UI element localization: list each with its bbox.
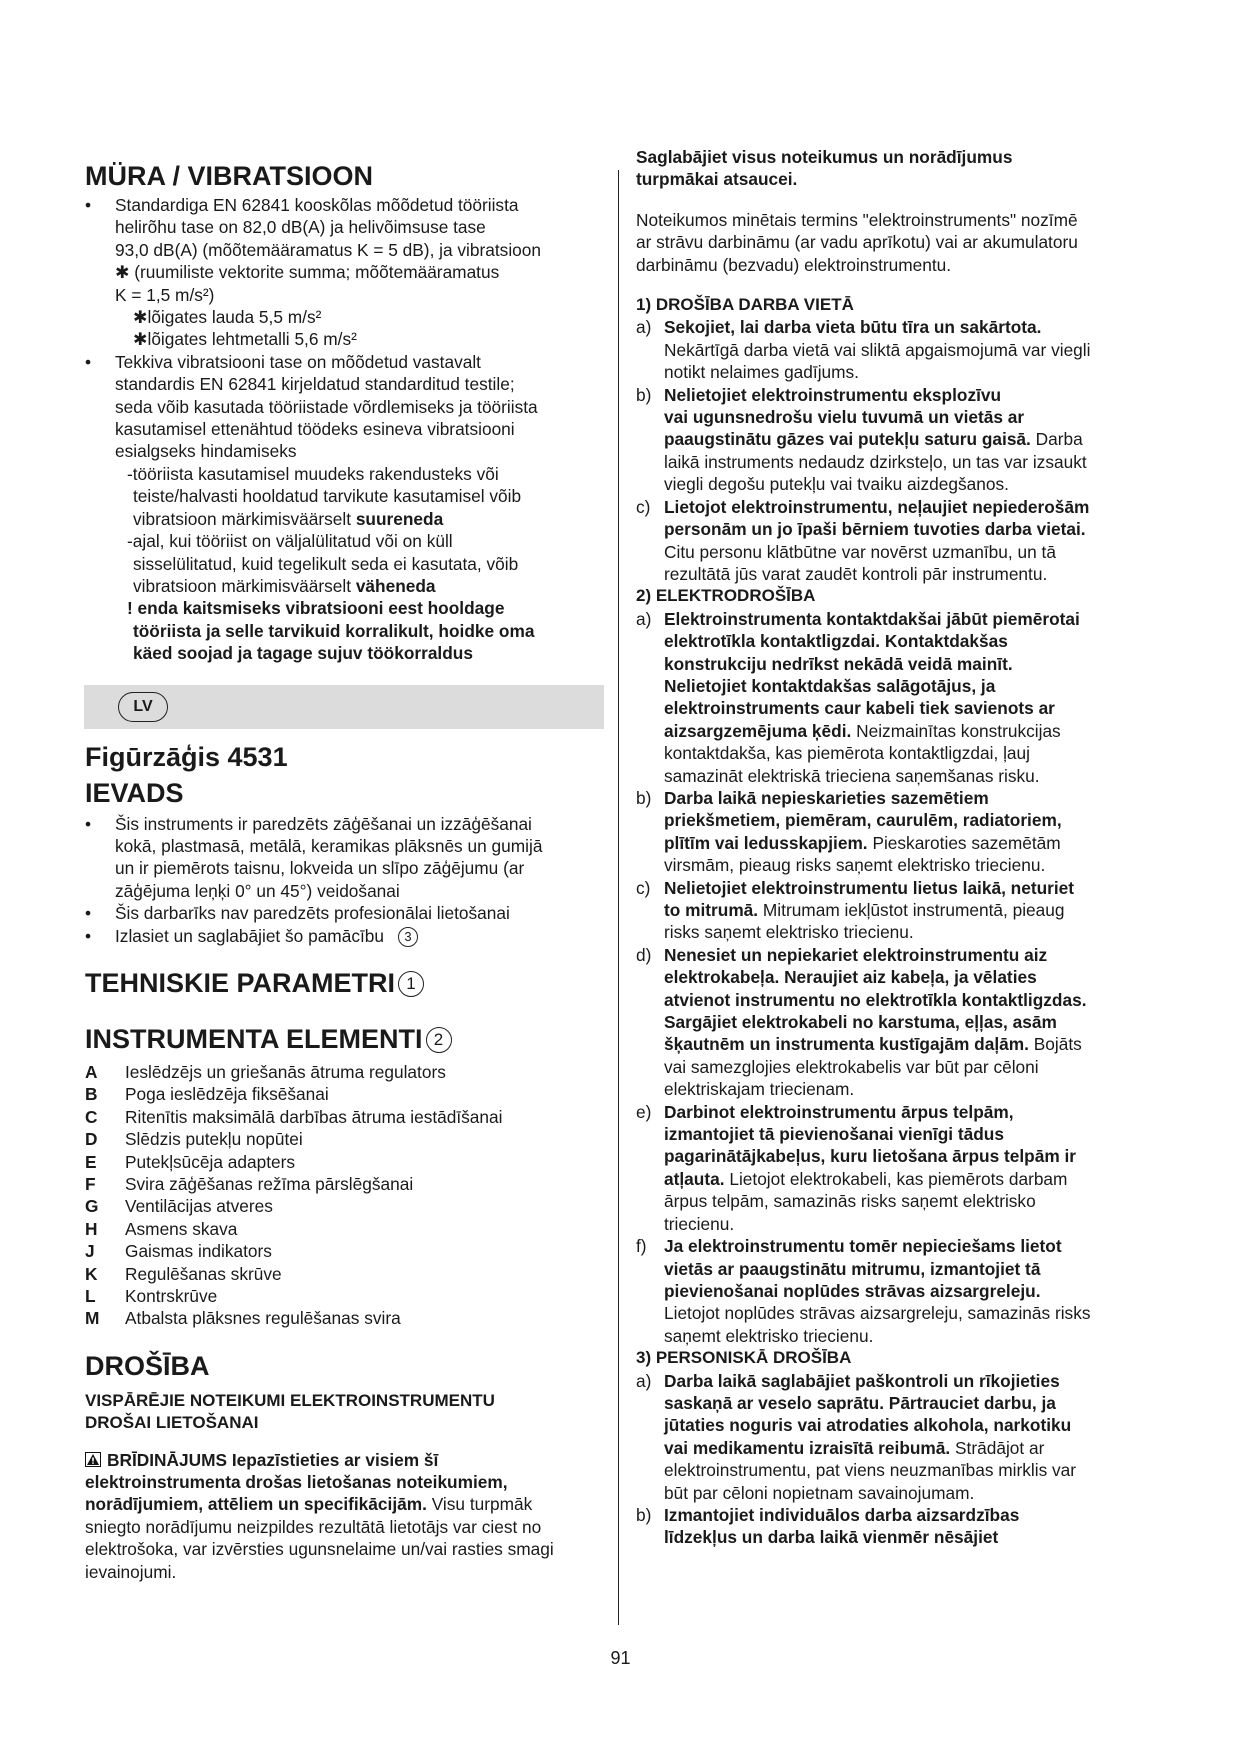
asterisk-icon: ✱ <box>133 329 148 350</box>
noise-bullet-1: • Standardiga EN 62841 kooskõlas mõõdetud tööriista helirõhu tase on 82,0 dB(A) ja helivõimsuse tase 93,0 dB(A) (mõõtemääramatus K = 5 dB), ja vibratsioon ✱ (ruumiliste vektorite summa; mõõtemääramatus K = 1,5 m/s²) ✱lõigates lauda 5,5 m/s² ✱lõigates lehtmetalli 5,6 m/s² <box>85 194 605 351</box>
intro-bullet-3: • Izlasiet un saglabājiet šo pamācību 3 <box>85 925 605 947</box>
rule-3b: b) Izmantojiet individuālos darba aizsardzības līdzekļus un darba laikā vienmēr nēsājiet <box>636 1504 1020 1548</box>
element-row: M Atbalsta plāksnes regulēšanas svira <box>85 1308 401 1329</box>
element-row: J Gaismas indikators <box>85 1241 272 1262</box>
rule-3a: a) Darba laikā saglabājiet paškontroli un rīkojieties saskaņā ar veselo saprātu. Pārtrauciet darbu, ja jūtaties noguris vai atrodaties alkohola, narkotiku vai medikamentu izraisītā reibumā. Strādājot ar elektroinstrumentu, pat viens neuzmanības mirklis var būt par cēloni nopietnam savainojumam. <box>636 1370 1077 1503</box>
element-row: E Putekļsūcēja adapters <box>85 1151 296 1172</box>
element-row: C Ritenītis maksimālā darbības ātruma iestādīšanai <box>85 1106 503 1127</box>
element-row: F Svira zāģēšanas režīma pārslēgšanai <box>85 1174 414 1194</box>
element-row: A Ieslēdzējs un griešanās ātruma regulators <box>85 1061 446 1082</box>
rule-2f: f) Ja elektroinstrumentu tomēr nepieciešams lietot vietās ar paaugstinātu mitrumu, izmantojiet tā pievienošanai noplūdes strāvas aizsargreleju. Lietojot noplūdes strāvas aizsargreleju, samazinās risks saņemt elektrisko triecienu. <box>636 1236 1091 1346</box>
page-number: 91 <box>610 1648 631 1668</box>
element-row: B Poga ieslēdzēja fiksēšanai <box>85 1084 329 1105</box>
intro-bullet-2: • Šis darbarīks nav paredzēts profesionālai lietošanai <box>85 902 605 924</box>
safety-warning: BRĪDINĀJUMS Iepazīstieties ar visiem šī elektroinstrumenta drošas lietošanas noteikumiem, norādījumiem, attēliem un specifikācijām. Visu turpmāk sniegto norādījumu neizpildes rezultātā lietotājs var ciest no elektrošoka, var izvērsties ugunsnelaime un/vai rasties smagi ievainojumi. <box>85 1449 554 1582</box>
language-badge: LV <box>118 692 168 722</box>
intro-heading: IEVADS <box>85 777 184 808</box>
warning-icon <box>85 1452 101 1467</box>
rule-1b: b) Nelietojiet elektroinstrumentu eksplozīvu vai ugunsnedrošu vielu tuvumā un vietās ar paaugstinātu gāzes vai putekļu saturu gaisā. Darba laikā instruments nedaudz dzirksteļo, un tas var izsaukt viegli degošu putekļu vai tvaiku aizdegšanos. <box>636 384 1087 495</box>
language-bar <box>84 685 604 729</box>
section-work-area: 1) DROŠĪBA DARBA VIETĀ <box>636 295 854 315</box>
noise-bullet-2: • Tekkiva vibratsiooni tase on mõõdetud vastavalt standardis EN 62841 kirjeldatud standarditud testile; seda võib kasutada tööriistade võrdlemiseks ja tööriista kasutamisel ettenähtud töödeks esineva vibratsiooni esialgseks hindamiseks -tööriista kasutamisel muudeks rakendusteks või teiste/halvasti hooldatud tarvikute kasutamisel võib vibratsioon märkimisväärselt suureneda -ajal, kui tööriist on väljalülitatud või on küll sisselülitatud, kuid tegelikult seda ei kasutata, võib vibratsioon märkimisväärselt väheneda ! enda kaitsmiseks vibratsiooni eest hooldage tööriista ja selle tarvikuid korralikult, hoidke oma käed soojad ja tagage sujuv töökorraldus <box>85 351 605 665</box>
rule-2d: d) Nenesiet un nepiekariet elektroinstrumentu aiz elektrokabeļa. Neraujiet aiz kabeļa, ja vēlaties atvienot instrumentu no elektrotīkla kontaktligzdas. Sargājiet elektrokabeli no karstuma, eļļas, asām šķautnēm un instrumenta kustīgajām daļām. Bojāts vai samezglojies elektrokabelis var būt par cēloni elektriskajam triecienam. <box>636 944 1087 1100</box>
rule-2b: b) Darba laikā nepieskarieties sazemētiem priekšmetiem, piemēram, caurulēm, radiatoriem, plītīm vai ledusskapjiem. Pieskaroties sazemētām virsmām, pieaug risks saņemt elektrisko triecienu. <box>636 787 1062 876</box>
vibration-warning: ! enda kaitsmiseks vibratsiooni eest hooldage <box>127 598 505 619</box>
rule-1c: c) Lietojot elektroinstrumentu, neļaujiet nepiederošām personām un jo īpaši bērniem tuvoties darba vietai. Citu personu klātbūtne var novērst uzmanību, un tā rezultātā jūs varat zaudēt kontroli pār instrumentu. <box>636 496 1090 584</box>
left-column <box>85 160 605 1583</box>
figure-ref-3: 3 <box>398 927 418 947</box>
right-column <box>636 146 1161 1549</box>
asterisk-icon: ✱ <box>133 307 148 328</box>
tech-params-heading: TEHNISKIE PARAMETRI 1 <box>85 967 605 999</box>
intro-list <box>85 813 605 947</box>
rule-1a: a) Sekojiet, lai darba vieta būtu tīra un sakārtota. Nekārtīgā darba vietā vai sliktā apgaismojumā var viegli notikt nelaimes gadījums. <box>636 317 1091 383</box>
section-electrical-safety: 2) ELEKTRODROŠĪBA <box>636 586 816 606</box>
product-title: Figūrzāģis 4531 <box>85 741 288 772</box>
element-row: H Asmens skava <box>85 1218 238 1239</box>
asterisk-icon: ✱ <box>115 262 130 283</box>
element-row: K Regulēšanas skrūve <box>85 1263 282 1284</box>
noise-list <box>85 194 605 665</box>
noise-heading: MÜRA / VIBRATSIOON <box>85 161 373 191</box>
safety-subheading: VISPĀRĒJIE NOTEIKUMI ELEKTROINSTRUMENTU DROŠAI LIETOŠANAI <box>85 1390 495 1433</box>
section-personal-safety: 3) PERSONISKĀ DROŠĪBA <box>636 1348 852 1368</box>
safety-heading: DROŠĪBA <box>85 1350 210 1381</box>
elements-heading: INSTRUMENTA ELEMENTI 2 <box>85 1023 605 1055</box>
element-row: G Ventilācijas atveres <box>85 1196 273 1217</box>
intro-bullet-1: • Šis instruments ir paredzēts zāģēšanai un izzāģēšanai kokā, plastmasā, metālā, keramikas plāksnēs un gumijā un ir piemērots taisnu, lokveida un slīpo zāģējumu (ar zāģējuma leņķi 0° un 45°) veidošanai <box>85 813 605 903</box>
term-definition: Noteikumos minētais termins "elektroinstruments" nozīmē ar strāvu darbināmu (ar vadu aprīkotu) vai ar akumulatoru darbināmu (bezvadu) elektroinstrumentu. <box>636 209 1078 275</box>
element-row: L Kontrskrūve <box>85 1286 218 1307</box>
element-row: D Slēdzis putekļu nopūtei <box>85 1129 303 1150</box>
rule-2a: a) Elektroinstrumenta kontaktdakšai jābūt piemērotai elektrotīkla kontaktligzdai. Kontaktdakšas konstrukciju nedrīkst nekādā veidā mainīt. Nelietojiet kontaktdakšas salāgotājus, ja elektroinstruments caur kabeli tiek savienots ar aizsargzemējuma ķēdi. Neizmainītas konstrukcijas kontaktdakša, kas piemērota kontaktligzdai, ļauj samazināt elektriskā trieciena saņemšanas risku. <box>636 608 1080 786</box>
figure-ref-2: 2 <box>426 1027 452 1053</box>
keep-instructions: Saglabājiet visus noteikumus un norādījumus turpmākai atsaucei. <box>636 147 1013 190</box>
elements-list <box>85 1061 605 1330</box>
rule-2e: e) Darbinot elektroinstrumentu ārpus telpām, izmantojiet tā pievienošanai vienīgi tādus pagarinātājkabeļus, kuru lietošana ārpus telpām ir atļauta. Lietojot elektrokabeli, kas piemērots darbam ārpus telpām, samazinās risks saņemt elektrisko triecienu. <box>636 1101 1077 1234</box>
rule-2c: c) Nelietojiet elektroinstrumentu lietus laikā, neturiet to mitrumā. Mitrumam iekļūstot instrumentā, pieaug risks saņemt elektrisko triecienu. <box>636 877 1075 943</box>
column-divider <box>618 170 619 1625</box>
figure-ref-1: 1 <box>398 971 424 997</box>
